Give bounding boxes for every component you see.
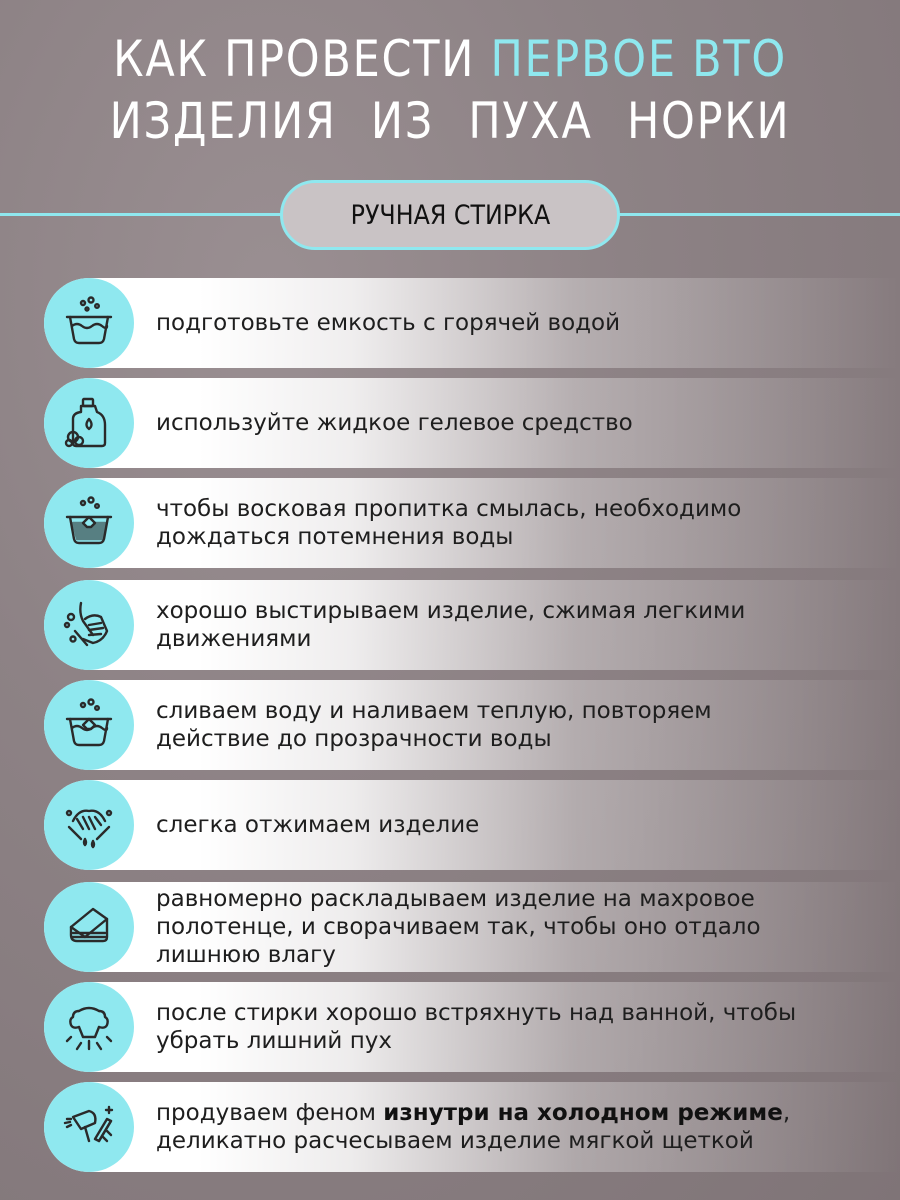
basin-icon <box>44 278 134 368</box>
detergent-bottle-icon <box>44 378 134 468</box>
step-text: слегка отжимаем изделие <box>156 812 480 838</box>
step-item-2 <box>44 378 900 468</box>
title-line-1 <box>63 28 837 90</box>
step-text: после стирки хорошо встряхнуть над ванной, чтобы убрать лишний пух <box>156 1000 797 1054</box>
basin-with-clothes-icon <box>44 680 134 770</box>
divider-left <box>0 213 292 216</box>
divider-right <box>608 213 900 216</box>
step-item-6 <box>44 780 900 870</box>
page-title <box>63 28 837 152</box>
basin-with-clothes-icon <box>44 478 134 568</box>
title-line-2: ИЗДЕЛИЯ ИЗ ПУХА НОРКИ <box>109 92 791 150</box>
step-item-9 <box>44 1082 900 1172</box>
title-part-white: КАК ПРОВЕСТИ <box>113 30 476 88</box>
hand-wash-icon <box>44 580 134 670</box>
step-item-3 <box>44 478 900 568</box>
step-text: подготовьте емкость с горячей водой <box>156 310 621 336</box>
step-text-normal: , деликатно расчесываем изделие мягкой щеткой <box>156 1100 791 1154</box>
shake-garment-icon <box>44 982 134 1072</box>
title-part-accent: ПЕРВОЕ ВТО <box>490 30 787 88</box>
section-label-text: РУЧНАЯ СТИРКА <box>350 199 550 231</box>
step-item-5 <box>44 680 900 770</box>
step-text: хорошо выстирываем изделие, сжимая легкими движениями <box>156 598 746 652</box>
step-item-1 <box>44 278 900 368</box>
wring-icon <box>44 780 134 870</box>
folded-towel-icon <box>44 882 134 972</box>
step-text-normal: продуваем феном <box>156 1100 384 1126</box>
step-item-4 <box>44 580 900 670</box>
step-item-7 <box>44 882 900 972</box>
step-item-8 <box>44 982 900 1072</box>
step-text: равномерно раскладываем изделие на махровое полотенце, и сворачиваем так, чтобы оно отдало лишнюю влагу <box>156 886 761 968</box>
step-text: сливаем воду и наливаем теплую, повторяем действие до прозрачности воды <box>156 698 712 752</box>
step-text: чтобы восковая пропитка смылась, необходимо дождаться потемнения воды <box>156 496 742 550</box>
section-label <box>280 180 620 250</box>
step-text <box>156 1082 820 1172</box>
step-text-bold: изнутри на холодном режиме <box>383 1100 783 1126</box>
hairdryer-brush-icon <box>44 1082 134 1172</box>
step-text: используйте жидкое гелевое средство <box>156 410 633 436</box>
